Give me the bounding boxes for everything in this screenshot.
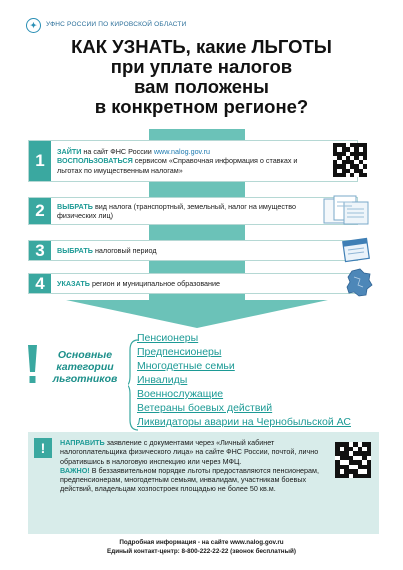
organization-name: УФНС РОССИИ ПО КИРОВСКОЙ ОБЛАСТИ (46, 21, 187, 28)
notice-action: НАПРАВИТЬ (60, 438, 105, 447)
category-item: Ликвидаторы аварии на Чернобыльской АС (137, 416, 351, 428)
calendar-icon (341, 236, 371, 264)
nalog-site-link[interactable]: www.nalog.gov.ru (153, 146, 211, 156)
notice-text (60, 438, 330, 494)
notice-desc: заявление с документами через «Личный кабинет налогоплательщика физического лица» на сайте ФНС России, почтой, лично обратившись в налоговую инспекцию или через МФЦ. (60, 438, 319, 466)
step-desc: регион и муниципальное образование (89, 278, 221, 288)
fns-logo-icon: ✦ (26, 18, 41, 33)
step-number: 4 (29, 274, 51, 293)
step-desc: на сайт ФНС России (81, 146, 154, 156)
step-action: ВЫБРАТЬ (57, 245, 93, 255)
step-1 (28, 140, 358, 182)
qr-code-icon (333, 143, 367, 177)
categories-heading: Основные категории льготников (52, 349, 118, 385)
exclamation-icon (27, 345, 38, 385)
step-number: 1 (29, 141, 51, 181)
page-title (0, 37, 403, 117)
step-desc: сервисом «Справочная информация о ставках и льготах по имущественным налогам» (57, 156, 298, 175)
documents-icon (322, 193, 372, 227)
title-line: КАК УЗНАТЬ, какие ЛЬГОТЫ (71, 36, 332, 57)
notice-important: ВАЖНО! (60, 465, 90, 475)
title-line: вам положены (134, 76, 269, 97)
footer (0, 539, 403, 556)
title-line: в конкретном регионе? (94, 96, 309, 117)
step-desc: вид налога (транспортный, земельный, налог на имущество физических лиц) (57, 201, 296, 220)
category-item: Предпенсионеры (137, 346, 222, 358)
step-action: ЗАЙТИ (57, 146, 82, 156)
step-action: УКАЗАТЬ (57, 278, 90, 288)
category-item: Инвалиды (137, 374, 188, 386)
region-map-icon (344, 267, 374, 299)
step-text (51, 279, 226, 289)
step-4 (28, 273, 358, 294)
step-2 (28, 197, 358, 225)
category-item: Многодетные семьи (137, 360, 235, 372)
category-item: Военнослужащие (137, 388, 224, 400)
category-item: Ветераны боевых действий (137, 402, 273, 414)
notice-desc: В беззаявительном порядке льготы предоставляются пенсионерам, предпенсионерам, многодетным семьям, инвалидам, участникам боевых действий, владельцам хозпостроек площадью не более 50 кв.м. (60, 465, 319, 494)
arrow-head (66, 300, 328, 328)
step-number: 2 (29, 198, 51, 224)
step-action: ВОСПОЛЬЗОВАТЬСЯ (57, 156, 133, 166)
step-desc: налоговый период (92, 245, 157, 255)
category-item: Пенсионеры (137, 332, 199, 344)
qr-code-icon (335, 442, 371, 478)
step-text (51, 147, 328, 176)
notice-box (28, 432, 379, 534)
step-3 (28, 240, 358, 261)
step-text (51, 202, 313, 221)
step-action: ВЫБРАТЬ (57, 201, 93, 211)
footer-contact: Единый контакт-центр: 8-800-222-22-22 (звонок бесплатный) (107, 547, 296, 555)
step-number: 3 (29, 241, 51, 260)
title-line: при уплате налогов (110, 56, 293, 77)
step-text (51, 246, 163, 256)
footer-info: Подробная информация - на сайте www.nalog.gov.ru (119, 539, 284, 546)
notice-badge: ! (34, 438, 52, 458)
